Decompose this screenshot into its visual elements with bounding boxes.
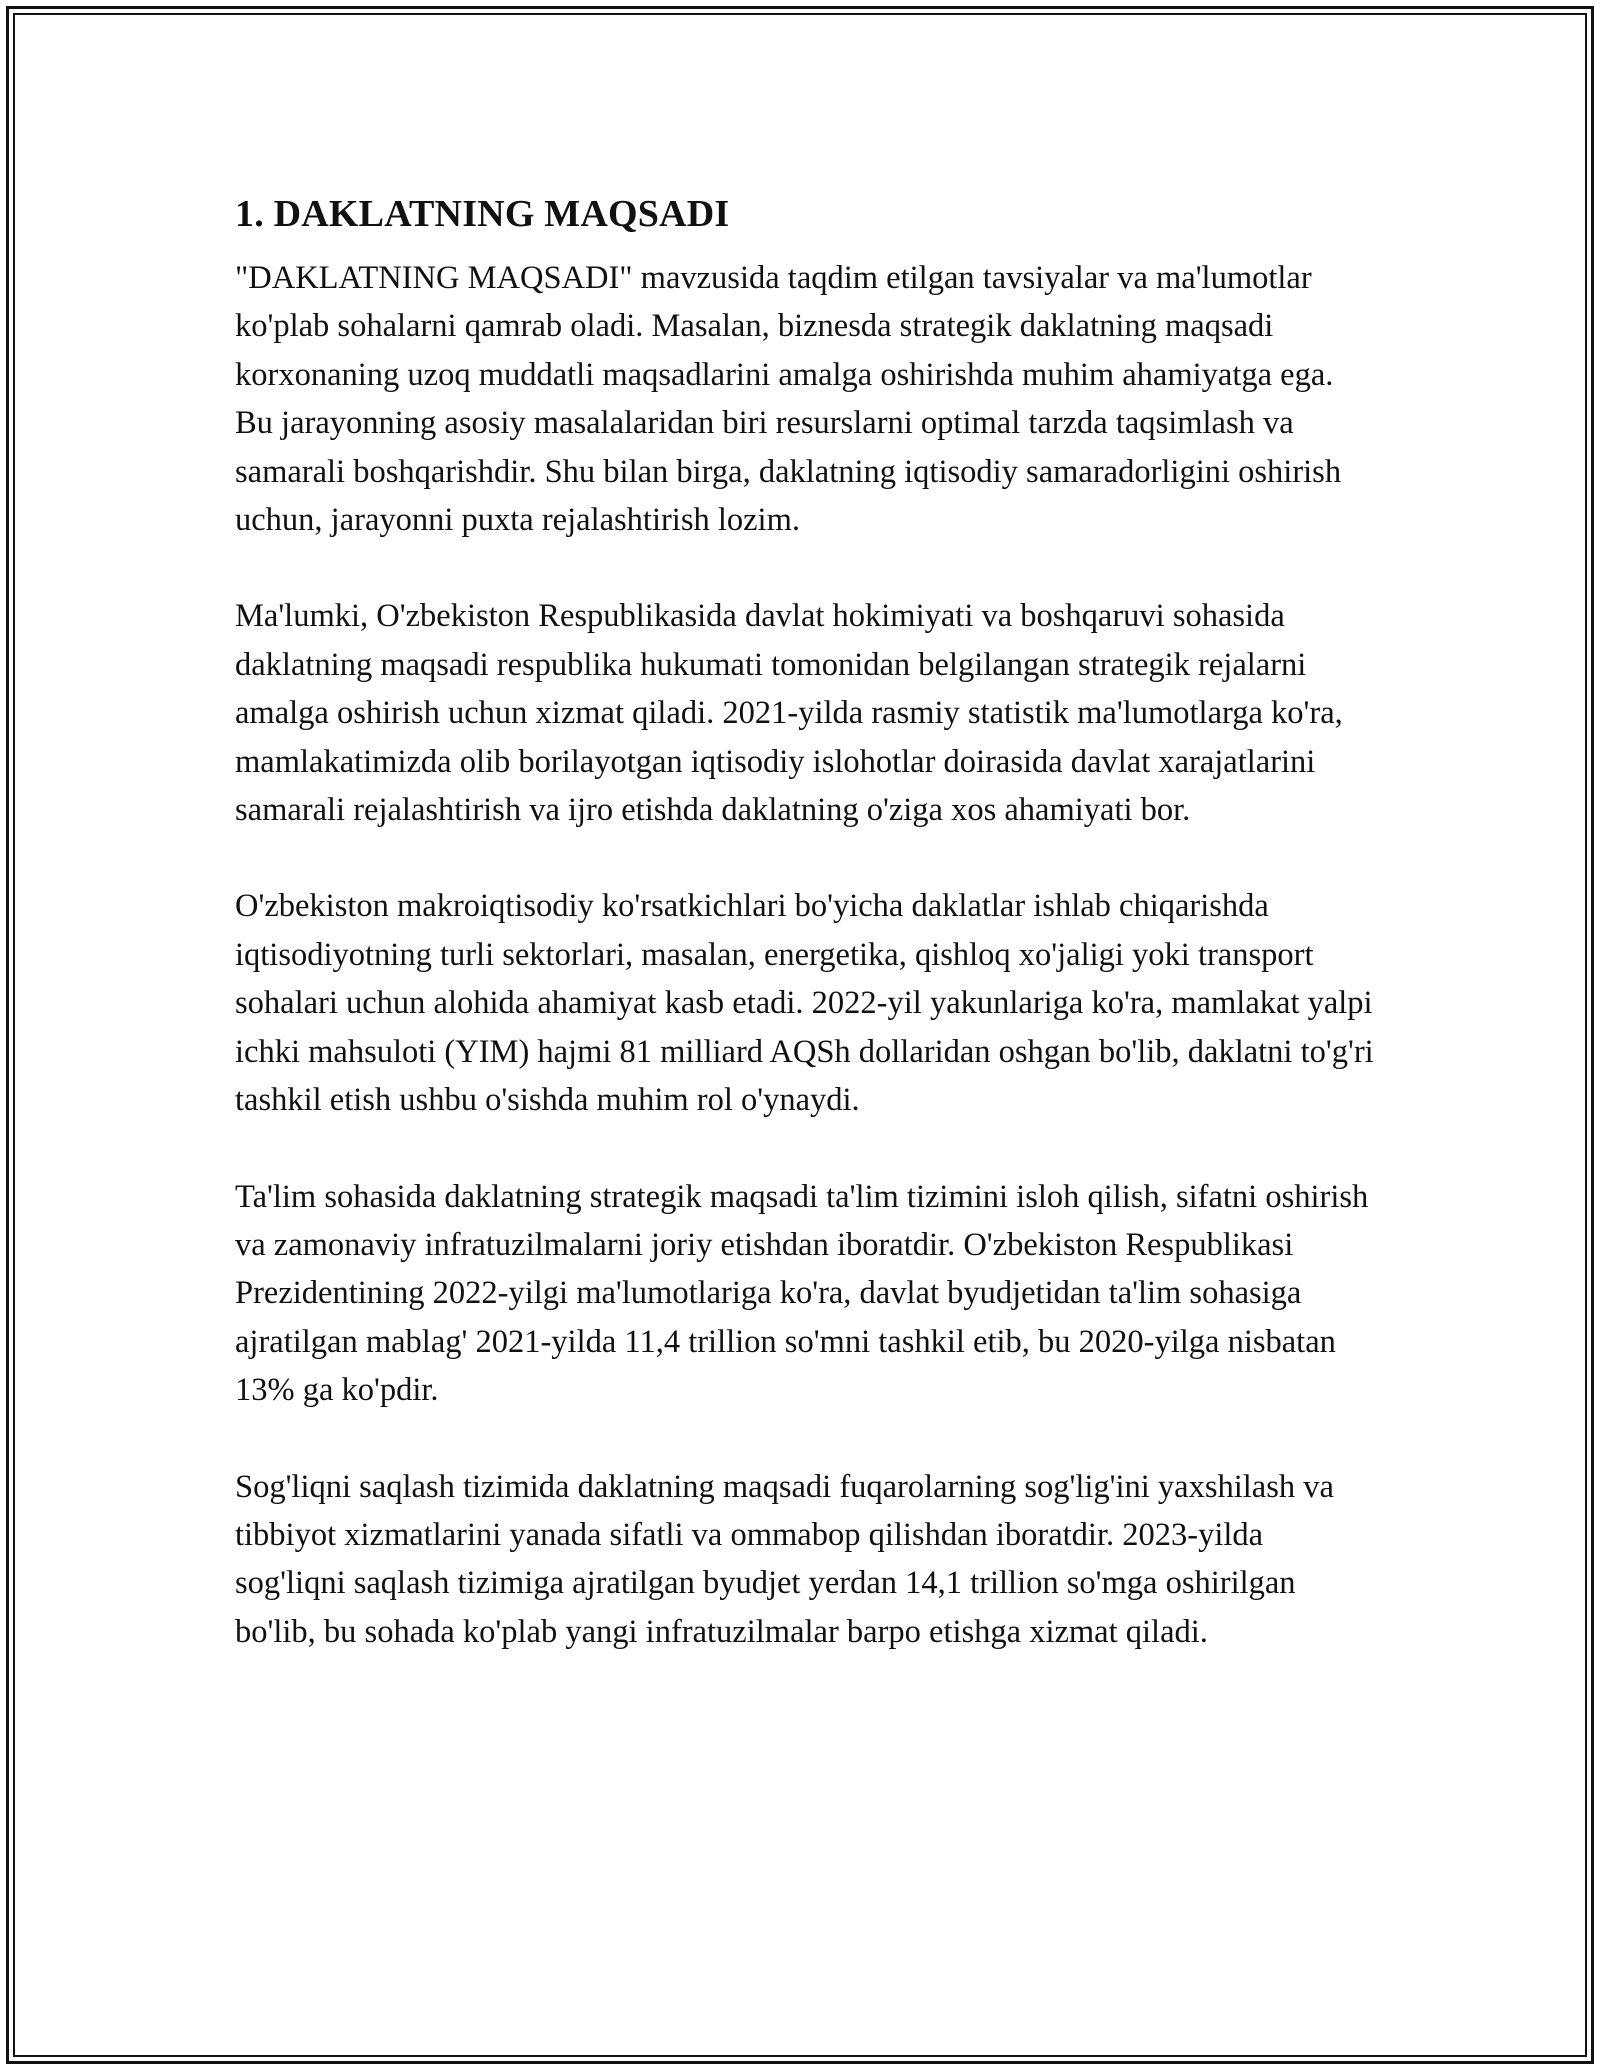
paragraph-government: Ma'lumki, O'zbekiston Respublikasida davlat hokimiyati va boshqaruvi sohasida daklatning maqsadi respublika hukumati tomonidan belgilangan strategik rejalarni amalga oshirish uchun xizmat qiladi. 2021-yilda rasmiy statistik ma'lumotlarga ko'ra, mamlakatimizda olib borilayotgan iqtisodiy islohotlar doirasida davlat xarajatlarini samarali rejalashtirish va ijro etishda daklatning o'ziga xos ahamiyati bor.	[235, 598, 1343, 829]
paragraph-macroeconomics: O'zbekiston makroiqtisodiy ko'rsatkichlari bo'yicha daklatlar ishlab chiqarishda iqtisodiyotning turli sektorlari, masalan, energetika, qishloq xo'jaligi yoki transport sohalari uchun alohida ahamiyat kasb etadi. 2022-yil yakunlariga ko'ra, mamlakat yalpi ichki mahsuloti (YIM) hajmi 81 milliard AQSh dollaridan oshgan bo'lib, daklatni to'g'ri tashkil etish ushbu o'sishda muhim rol o'ynaydi.	[235, 888, 1374, 1119]
paragraph-intro: "DAKLATNING MAQSADI" mavzusida taqdim etilgan tavsiyalar va ma'lumotlar ko'plab sohalarni qamrab oladi. Masalan, biznesda strategik daklatning maqsadi korxonaning uzoq muddatli maqsadlarini amalga oshirishda muhim ahamiyatga ega. Bu jarayonning asosiy masalalaridan biri resurslarni optimal tarzda taqsimlash va samarali boshqarishdir. Shu bilan birga, daklatning iqtisodiy samaradorligini oshirish uchun, jarayonni puxta rejalashtirish lozim.	[235, 260, 1342, 539]
document-body	[235, 186, 1375, 1704]
paragraph-education: Ta'lim sohasida daklatning strategik maqsadi ta'lim tizimini isloh qilish, sifatni oshirish va zamonaviy infratuzilmalarni joriy etishdan iboratdir. O'zbekiston Respublikasi Prezidentining 2022-yilgi ma'lumotlariga ko'ra, davlat byudjetidan ta'lim sohasiga ajratilgan mablag' 2021-yilda 11,4 trillion so'mni tashkil etib, bu 2020-yilga nisbatan 13% ga ko'pdir.	[235, 1178, 1369, 1409]
section-title: 1. DAKLATNING MAQSADI	[235, 193, 730, 235]
paragraph-healthcare: Sog'liqni saqlash tizimida daklatning maqsadi fuqarolarning sog'lig'ini yaxshilash va tibbiyot xizmatlarini yanada sifatli va ommabop qilishdan iboratdir. 2023-yilda sog'liqni saqlash tizimiga ajratilgan byudjet yerdan 14,1 trillion so'mga oshirilgan bo'lib, bu sohada ko'plab yangi infratuzilmalar barpo etishga xizmat qiladi.	[235, 1468, 1334, 1650]
